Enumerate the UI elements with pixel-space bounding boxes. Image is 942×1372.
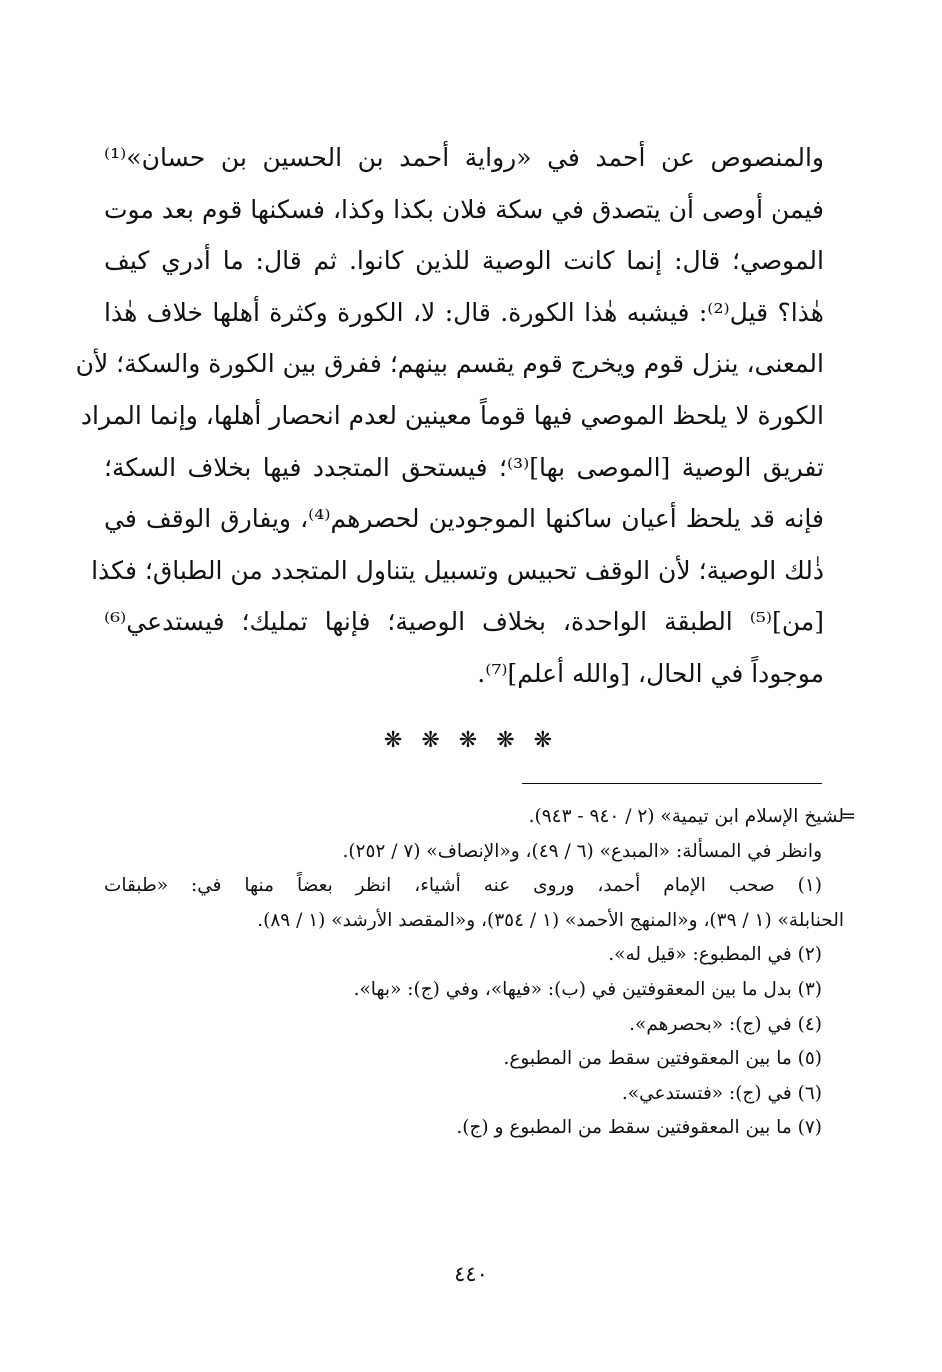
main-text-line: هٰذا؟ قيل⁽²⁾: فيشبه هٰذا الكورة. قال: لا، الكورة وكثرة أهلها خلاف هٰذا	[104, 297, 824, 327]
footnote-text: لشيخ الإسلام ابن تيمية» (٢ / ٩٤٠ - ٩٤٣).	[528, 806, 844, 827]
main-text-line: الموصي؛ قال: إنما كانت الوصية للذين كانوا. ثم قال: ما أدري كيف	[104, 246, 824, 276]
footnote-3: (٣) بدل ما بين المعقوفتين في (ب): «فيها»، وفي (ج): «بها».	[353, 978, 822, 1000]
footnote-rule	[522, 783, 822, 784]
main-text-line: فيمن أوصى أن يتصدق في سكة فلان بكذا وكذا، فسكنها قوم بعد موت	[104, 194, 824, 224]
footnote-4: (٤) في (ج): «بحصرهم».	[629, 1013, 822, 1035]
footnote-1-continued: الحنابلة» (١ / ٣٩)، و«المنهج الأحمد» (١ / ٣٥٤)، و«المقصد الأرشد» (١ / ٨٩).	[257, 909, 844, 931]
footnote-line: وانظر في المسألة: «المبدع» (٦ / ٤٩)، و«الإنصاف» (٧ / ٢٥٢).	[342, 840, 822, 862]
main-text-line: الكورة لا يلحظ الموصي فيها قوماً معينين لعدم انحصار أهلها، وإنما المراد	[80, 400, 824, 430]
footnote-6: (٦) في (ج): «فتستدعي».	[621, 1082, 822, 1104]
section-separator: ❋ ❋ ❋ ❋ ❋	[383, 728, 559, 753]
main-text-line: موجوداً في الحال، [والله أعلم]⁽⁷⁾.	[477, 658, 824, 688]
main-text-line: والمنصوص عن أحمد في «رواية أحمد بن الحسين بن حسان»⁽¹⁾	[104, 143, 824, 172]
main-text-line: [من]⁽⁵⁾ الطبقة الواحدة، بخلاف الوصية؛ فإنها تمليك؛ فيستدعي⁽⁶⁾	[104, 607, 824, 637]
main-text-line: تفريق الوصية [الموصى بها]⁽³⁾؛ فيستحق المتجدد فيها بخلاف السكة؛	[104, 452, 825, 482]
main-text-line: ذٰلك الوصية؛ لأن الوقف تحبيس وتسبيل يتناول المتجدد من الطباق؛ فكذا	[91, 555, 824, 585]
footnote-5: (٥) ما بين المعقوفتين سقط من المطبوع.	[503, 1048, 822, 1070]
page-number: ٤٤٠	[454, 1262, 488, 1286]
main-text-line: فإنه قد يلحظ أعيان ساكنها الموجودين لحصرهم⁽⁴⁾، ويفارق الوقف في	[104, 504, 824, 534]
footnote-2: (٢) في المطبوع: «قيل له».	[608, 944, 822, 966]
footnote-1: (١) صحب الإمام أحمد، وروى عنه أشياء، انظر بعضاً منها في: «طبقات	[104, 875, 822, 897]
footnote-7: (٧) ما بين المعقوفتين سقط من المطبوع و (ج).	[456, 1117, 822, 1139]
main-text-line: المعنى، ينزل قوم ويخرج قوم يقسم بينهم؛ ففرق بين الكورة والسكة؛ لأن	[75, 349, 824, 379]
continuation-mark: =	[840, 806, 856, 827]
footnotes	[104, 800, 856, 1146]
main-text	[75, 132, 825, 700]
footnote-continuation	[104, 800, 856, 835]
